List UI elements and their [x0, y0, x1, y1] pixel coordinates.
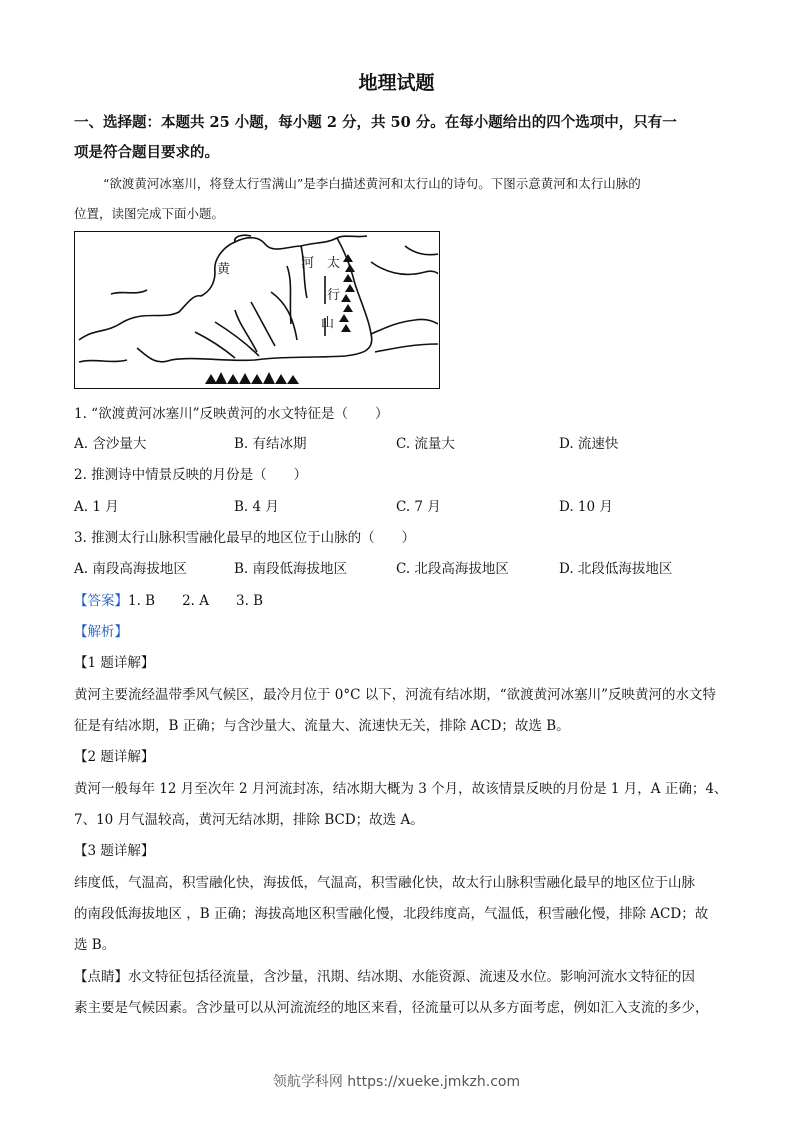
question-1-stem: 1. “欲渡黄河冰塞川”反映黄河的水文特征是（ ） — [74, 406, 389, 422]
map-label-tai: 太 — [327, 256, 341, 271]
detail-2-tag: 【2 题详解】 — [74, 749, 155, 765]
detail-3-line1: 纬度低，气温高，积雪融化快，海拔低，气温高，积雪融化快，故太行山脉积雪融化最早的地区位于山脉 — [74, 875, 695, 891]
tip-line2: 素主要是气候因素。含沙量可以从河流流经的地区来看，径流量可以从多方面考虑，例如汇入支流的多少， — [74, 1000, 709, 1016]
map-figure — [74, 231, 440, 389]
detail-3-line3: 选 B。 — [74, 937, 116, 953]
q2-option-b: B. 4 月 — [234, 499, 279, 515]
q1-option-b: B. 有结冰期 — [234, 436, 307, 452]
detail-2-line1: 黄河一般每年 12 月至次年 2 月河流封冻，结冰期大概为 3 个月，故该情景反映的月份是 1 月，A 正确；4、 — [74, 781, 728, 797]
question-2-stem: 2. 推测诗中情景反映的月份是（ ） — [74, 467, 308, 483]
tip-text-1: 水文特征包括径流量，含沙量，汛期、结冰期、水能资源、流速及水位。影响河流水文特征的因 — [128, 969, 695, 985]
intro-line2: 位置，读图完成下面小题。 — [74, 206, 225, 221]
southern-mountain-symbols — [205, 372, 299, 384]
intro-line1: “欲渡黄河冰塞川，将登太行雪满山”是李白描述黄河和太行山的诗句。下图示意黄河和太行山脉的 — [103, 176, 641, 191]
detail-2-line2: 7、10 月气温较高，黄河无结冰期，排除 BCD；故选 A。 — [74, 812, 424, 828]
section-heading-line1: 一、选择题：本题共 25 小题，每小题 2 分，共 50 分。在每小题给出的四个选项中，只有一 — [74, 114, 677, 131]
detail-1-tag: 【1 题详解】 — [74, 655, 155, 671]
detail-1-line2: 征是有结冰期，B 正确；与含沙量大、流量大、流速快无关，排除 ACD；故选 B。 — [74, 718, 570, 734]
taihang-mountain-symbols — [339, 254, 355, 332]
q2-option-d: D. 10 月 — [559, 499, 613, 515]
q2-option-c: C. 7 月 — [396, 499, 441, 515]
map-label-huang: 黄 — [217, 262, 231, 277]
footer-watermark: 领航学科网 https://xueke.jmkzh.com — [272, 1074, 521, 1090]
q3-option-b: B. 南段低海拔地区 — [234, 561, 348, 577]
answer-line — [74, 589, 263, 609]
q1-option-c: C. 流量大 — [396, 436, 455, 452]
question-3-stem: 3. 推测太行山脉积雪融化最早的地区位于山脉的（ ） — [74, 530, 416, 546]
answer-text: 1. B 2. A 3. B — [128, 593, 264, 609]
map-label-shan: 山 — [321, 316, 335, 331]
q2-option-a: A. 1 月 — [74, 499, 119, 515]
q1-option-a: A. 含沙量大 — [74, 436, 147, 452]
q3-option-c: C. 北段高海拔地区 — [396, 561, 509, 577]
tip-line1 — [74, 965, 695, 985]
map-label-he: 河 — [301, 256, 315, 271]
tip-tag: 【点睛】 — [74, 969, 128, 985]
q3-option-a: A. 南段高海拔地区 — [74, 561, 187, 577]
analysis-tag: 【解析】 — [74, 624, 128, 640]
detail-1-line1: 黄河主要流经温带季风气候区，最冷月位于 0°C 以下，河流有结冰期，“欲渡黄河冰塞川”反映黄河的水文特 — [74, 687, 717, 703]
map-drawing — [75, 232, 438, 387]
section-heading-line2: 项是符合题目要求的。 — [74, 144, 219, 161]
page-title: 地理试题 — [358, 72, 435, 94]
detail-3-line2: 的南段低海拔地区 ，B 正确；海拔高地区积雪融化慢，北段纬度高，气温低，积雪融化慢，排除 ACD；故 — [74, 906, 709, 922]
detail-3-tag: 【3 题详解】 — [74, 843, 155, 859]
q1-option-d: D. 流速快 — [559, 436, 619, 452]
q3-option-d: D. 北段低海拔地区 — [559, 561, 673, 577]
answer-tag: 【答案】 — [74, 593, 128, 609]
map-label-hang: 行 — [327, 288, 341, 303]
